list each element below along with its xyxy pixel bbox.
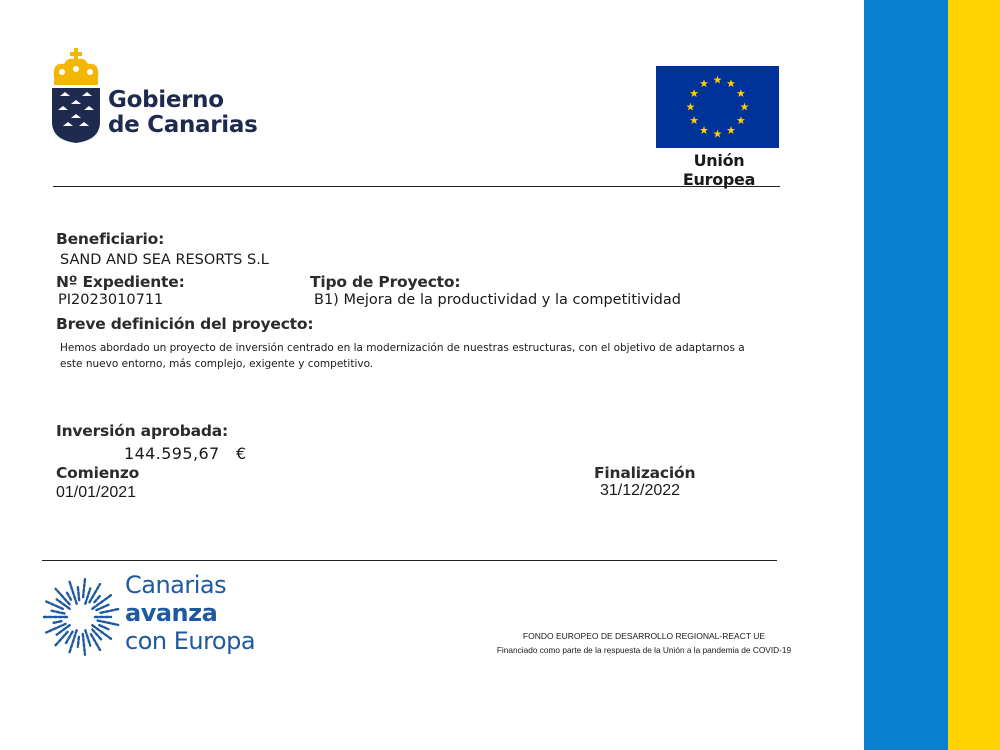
sunburst-ray	[66, 591, 71, 600]
union-europea-label: Unión Europea	[682, 151, 756, 189]
cae-line2: avanza	[125, 599, 218, 627]
beneficiario-value: SAND AND SEA RESORTS S.L	[60, 252, 269, 268]
sunburst-ray	[52, 621, 62, 623]
beneficiario-label: Beneficiario:	[56, 230, 165, 248]
canarias-coat-of-arms-icon	[48, 48, 104, 144]
cae-line1: Canarias	[125, 571, 227, 599]
cae-line3: con Europa	[125, 627, 256, 655]
fondo-europeo-text: FONDO EUROPEO DE DESARROLLO REGIONAL-REACT UE	[522, 631, 766, 641]
blue-stripe	[864, 0, 948, 750]
sunburst-ray	[90, 584, 101, 602]
sunburst-ray	[78, 587, 79, 600]
gobierno-line2: de Canarias	[108, 112, 258, 138]
sunburst-ray	[85, 630, 90, 645]
finalizacion-value: 31/12/2022	[600, 482, 681, 499]
breve-definicion-label: Breve definición del proyecto:	[56, 315, 314, 333]
comienzo-value: 01/01/2021	[56, 484, 137, 501]
inversion-label: Inversión aprobada:	[56, 422, 229, 440]
sunburst-ray	[99, 625, 108, 629]
tipo-proyecto-value: B1) Mejora de la productividad y la competitividad	[314, 292, 681, 308]
sunburst-ray	[52, 611, 65, 614]
tipo-proyecto-label: Tipo de Proyecto:	[310, 273, 461, 291]
eu-flag-icon	[656, 66, 779, 148]
canarias-avanza-wordmark	[125, 571, 255, 655]
sunburst-ray	[83, 579, 85, 597]
gobierno-line1: Gobierno	[108, 87, 224, 113]
inversion-amount: 144.595,67	[124, 444, 220, 463]
expediente-label: Nº Expediente:	[56, 273, 185, 291]
project-description: Hemos abordado un proyecto de inversión centrado en la modernización de nuestras estructuras, con el objetivo de adaptarnos a este nuevo entorno, más complejo, exigente y competitivo.	[60, 342, 745, 370]
currency-symbol: €	[236, 444, 247, 463]
canarias-avanza-sunburst-icon	[40, 576, 122, 658]
finalizacion-label: Finalización	[594, 464, 696, 482]
comienzo-label: Comienzo	[56, 464, 140, 482]
bottom-divider	[42, 560, 777, 561]
financiado-text: Financiado como parte de la respuesta de la Unión a la pandemia de COVID-19	[496, 645, 792, 655]
top-divider	[53, 186, 780, 187]
yellow-stripe	[948, 0, 1000, 750]
gobierno-de-canarias-wordmark	[108, 88, 258, 138]
sunburst-ray	[94, 595, 101, 602]
sunburst-ray	[98, 621, 119, 625]
sunburst-ray	[101, 609, 119, 613]
sunburst-ray	[56, 589, 70, 605]
expediente-value: PI2023010711	[58, 292, 164, 308]
sunburst-ray	[83, 634, 85, 655]
sunburst-ray	[78, 637, 79, 647]
